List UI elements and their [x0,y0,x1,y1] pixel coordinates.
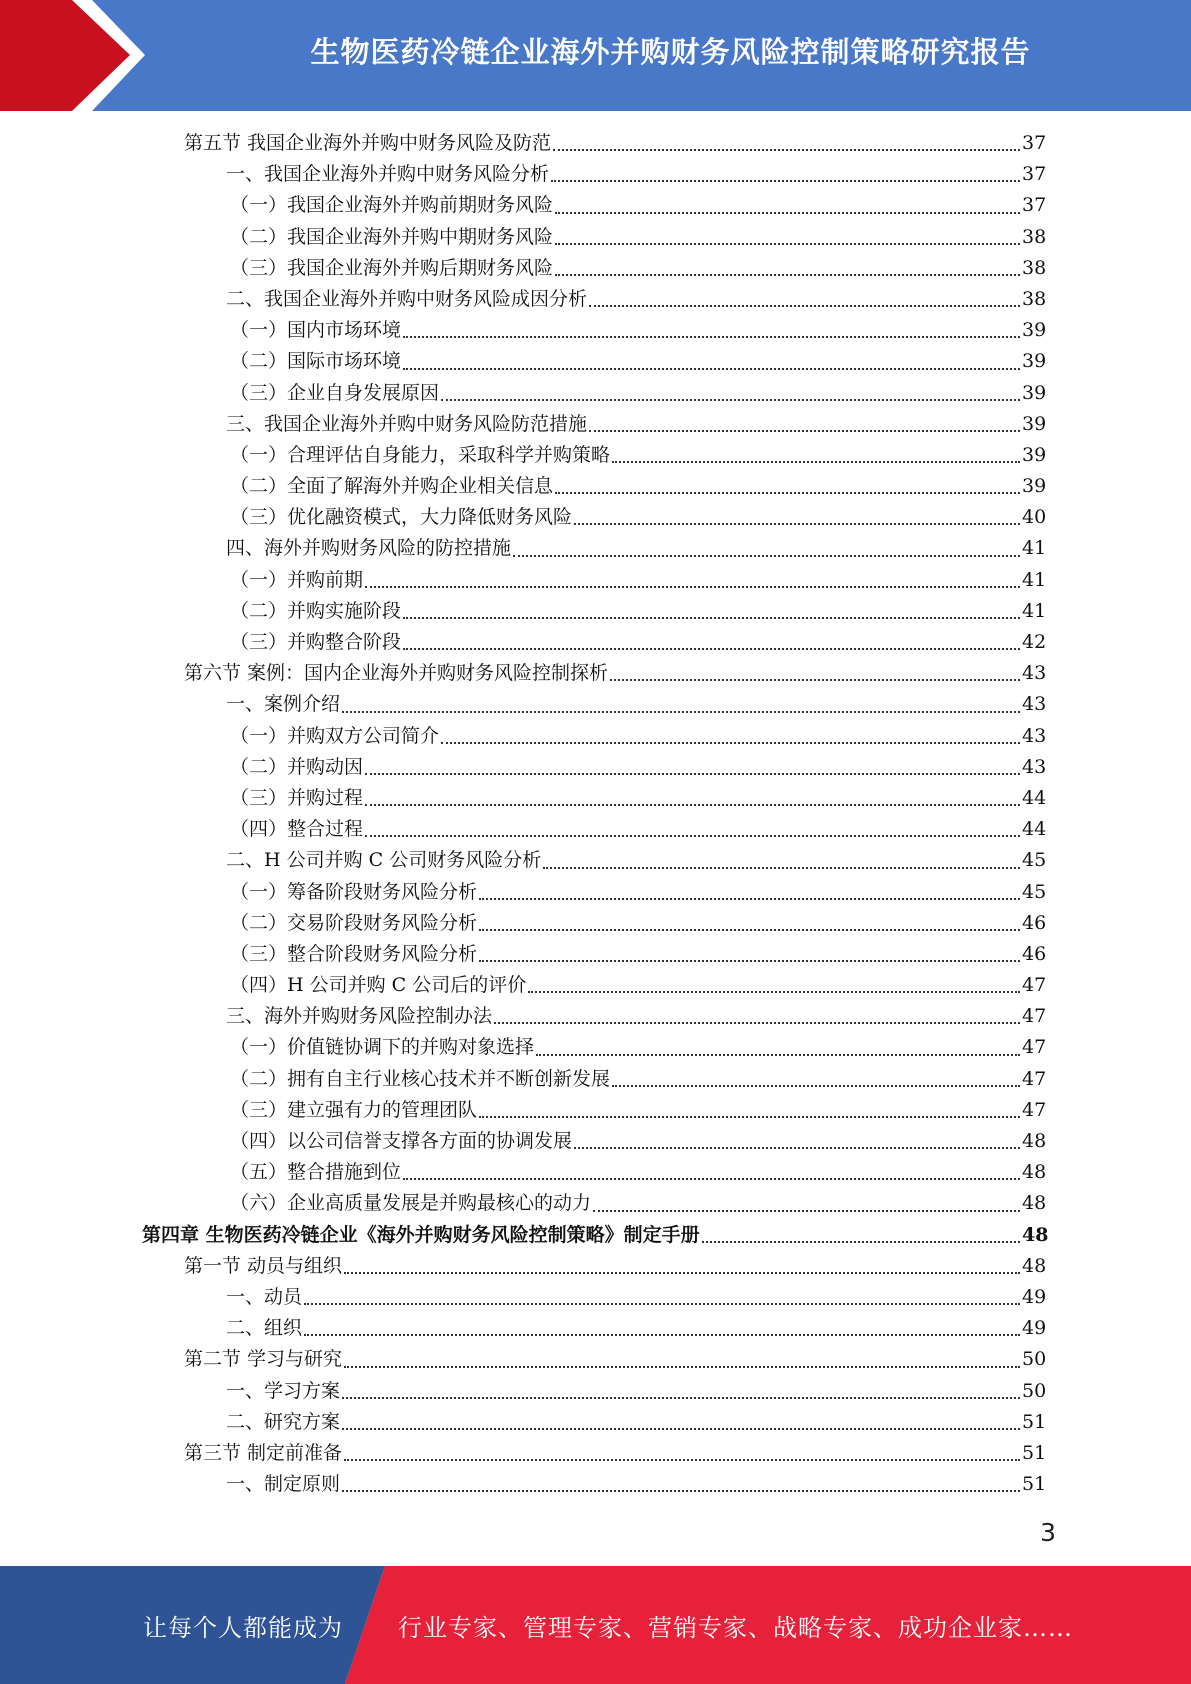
toc-entry-title: （二）全面了解海外并购企业相关信息 [230,475,554,498]
toc-entry[interactable] [0,1032,1191,1063]
dot-leader [555,190,1020,221]
toc-entry[interactable] [0,1282,1191,1313]
toc-entry[interactable] [0,533,1191,564]
toc-entry[interactable] [0,1469,1191,1500]
dot-leader [555,222,1020,253]
toc-entry-title: （二）并购动因 [230,755,364,778]
dot-leader [479,939,1020,970]
toc-entry-page: 37 [1022,194,1047,217]
dot-leader [441,721,1020,752]
dot-leader [553,128,1020,159]
dot-leader [610,658,1020,689]
toc-entry[interactable] [0,877,1191,908]
dot-leader [479,1095,1020,1126]
toc-entry[interactable] [0,346,1191,377]
toc-entry[interactable] [0,1188,1191,1219]
toc-entry-page: 48 [1022,1161,1047,1184]
dot-leader [304,1313,1020,1344]
toc-entry-page: 40 [1022,506,1047,529]
toc-entry-page: 43 [1022,755,1047,778]
toc-entry-title: 第六节 案例：国内企业海外并购财务风险控制探析 [184,662,609,685]
toc-entry-title: 二、组织 [226,1317,303,1340]
toc-entry[interactable] [0,1407,1191,1438]
toc-entry[interactable] [0,1251,1191,1282]
dot-leader [589,409,1020,440]
table-of-contents [0,128,1191,1500]
dot-leader [513,533,1020,564]
toc-entry[interactable] [0,378,1191,409]
toc-entry-page: 46 [1022,942,1047,965]
toc-entry[interactable] [0,1157,1191,1188]
toc-entry-page: 47 [1022,1036,1047,1059]
dot-leader [403,627,1020,658]
toc-entry-title: （二）我国企业海外并购中期财务风险 [230,225,554,248]
toc-entry[interactable] [0,284,1191,315]
toc-entry[interactable] [0,409,1191,440]
toc-entry-title: （一）合理评估自身能力，采取科学并购策略 [230,443,611,466]
toc-entry-title: 二、研究方案 [226,1410,341,1433]
toc-entry-title: （三）建立强有力的管理团队 [230,1098,478,1121]
dot-leader [441,378,1020,409]
dot-leader [479,877,1020,908]
toc-entry-page: 41 [1022,599,1047,622]
dot-leader [304,1282,1020,1313]
toc-entry-title: （三）并购过程 [230,786,364,809]
toc-entry-title: （一）国内市场环境 [230,319,402,342]
toc-entry-title: 一、我国企业海外并购中财务风险分析 [226,163,550,186]
toc-entry-page: 47 [1022,974,1047,997]
toc-entry[interactable] [0,627,1191,658]
dot-leader [342,689,1020,720]
dot-leader [344,1438,1020,1469]
toc-entry-title: （一）并购前期 [230,568,364,591]
toc-entry-page: 47 [1022,1098,1047,1121]
toc-entry-page: 43 [1022,662,1047,685]
dot-leader [543,845,1020,876]
toc-entry[interactable] [0,1438,1191,1469]
toc-entry-title: 三、海外并购财务风险控制办法 [226,1005,493,1028]
toc-entry[interactable] [0,970,1191,1001]
toc-entry-page: 46 [1022,911,1047,934]
toc-entry-page: 48 [1022,1130,1047,1152]
page-number: 3 [1040,1518,1056,1547]
toc-entry-title: 第一节 动员与组织 [184,1254,343,1277]
toc-entry-page: 47 [1022,1067,1047,1090]
toc-entry-title: （四）以公司信誉支撑各方面的协调发展 [230,1130,573,1152]
toc-entry-title: 第四章 生物医药冷链企业《海外并购财务风险控制策略》制定手册 [142,1223,700,1246]
dot-leader [342,1469,1020,1500]
toc-entry-page: 37 [1022,163,1047,186]
toc-entry[interactable] [0,721,1191,752]
page-header [0,0,1191,111]
dot-leader [365,783,1020,814]
dot-leader [555,253,1020,284]
toc-entry-page: 43 [1022,724,1047,747]
toc-entry-page: 38 [1022,225,1047,248]
dot-leader [479,908,1020,939]
dot-leader [555,471,1020,502]
dot-leader [702,1220,1020,1251]
footer-slogan-left: 让每个人都能成为 [143,1613,343,1642]
toc-entry[interactable] [0,440,1191,471]
toc-entry-title: 二、我国企业海外并购中财务风险成因分析 [226,287,588,310]
dot-leader [494,1001,1020,1032]
toc-entry-page: 51 [1022,1410,1047,1433]
toc-entry-title: 第五节 我国企业海外并购中财务风险及防范 [184,132,552,154]
toc-entry-page: 42 [1022,631,1047,653]
toc-entry-title: （一）我国企业海外并购前期财务风险 [230,194,554,217]
toc-entry-page: 48 [1022,1192,1047,1215]
dot-leader [612,440,1020,471]
toc-entry[interactable] [0,783,1191,814]
toc-entry-title: （三）并购整合阶段 [230,631,402,653]
dot-leader [528,970,1020,1001]
toc-entry-page: 47 [1022,1005,1047,1028]
toc-entry-page: 51 [1022,1473,1047,1496]
dot-leader [365,814,1020,845]
toc-entry[interactable] [0,253,1191,284]
toc-entry-title: 一、制定原则 [226,1473,341,1496]
toc-entry[interactable] [0,1095,1191,1126]
toc-entry-title: （五）整合措施到位 [230,1161,402,1184]
toc-entry[interactable] [0,814,1191,845]
dot-leader [612,1064,1020,1095]
toc-entry-title: （一）并购双方公司简介 [230,724,440,747]
dot-leader [342,1407,1020,1438]
toc-entry[interactable] [0,159,1191,190]
toc-entry-title: 三、我国企业海外并购中财务风险防范措施 [226,412,588,435]
toc-entry-page: 50 [1022,1348,1047,1371]
toc-entry-page: 43 [1022,693,1047,716]
footer-slogan-right: 行业专家、管理专家、营销专家、战略专家、成功企业家…… [398,1613,1073,1642]
toc-entry-title: 一、案例介绍 [226,693,341,716]
toc-entry-title: 一、学习方案 [226,1379,341,1402]
toc-entry-page: 44 [1022,786,1047,809]
dot-leader [365,752,1020,783]
toc-entry-page: 39 [1022,475,1047,498]
toc-entry-page: 41 [1022,568,1047,591]
toc-entry-page: 39 [1022,443,1047,466]
dot-leader [574,1126,1020,1157]
page-footer [0,1566,1191,1684]
dot-leader [403,1157,1020,1188]
report-title: 生物医药冷链企业海外并购财务风险控制策略研究报告 [310,34,1031,69]
toc-entry-title: （四）H 公司并购 C 公司后的评价 [230,974,527,997]
toc-entry-page: 41 [1022,537,1047,560]
toc-entry-page: 38 [1022,256,1047,279]
toc-entry-title: （二）拥有自主行业核心技术并不断创新发展 [230,1067,611,1090]
toc-entry[interactable] [0,1313,1191,1344]
toc-entry-title: 二、H 公司并购 C 公司财务风险分析 [226,849,542,872]
toc-entry[interactable] [0,471,1191,502]
toc-entry-title: 一、动员 [226,1285,303,1308]
toc-entry-page: 39 [1022,381,1047,404]
dot-leader [403,346,1020,377]
toc-entry-title: （六）企业高质量发展是并购最核心的动力 [230,1192,592,1215]
toc-entry-title: （二）交易阶段财务风险分析 [230,911,478,934]
toc-entry[interactable] [0,128,1191,159]
toc-entry-title: （一）价值链协调下的并购对象选择 [230,1036,535,1059]
toc-entry-title: （二）国际市场环境 [230,350,402,373]
toc-entry-title: （四）整合过程 [230,818,364,841]
toc-entry-page: 39 [1022,319,1047,342]
toc-entry-page: 50 [1022,1379,1047,1402]
toc-entry[interactable] [0,596,1191,627]
dot-leader [593,1188,1020,1219]
toc-entry[interactable] [0,1001,1191,1032]
toc-entry[interactable] [0,190,1191,221]
toc-entry[interactable] [0,752,1191,783]
toc-entry-page: 49 [1022,1317,1047,1340]
toc-entry-page: 39 [1022,350,1047,373]
toc-entry-page: 49 [1022,1285,1047,1308]
toc-entry[interactable] [0,845,1191,876]
toc-entry-page: 44 [1022,818,1047,841]
toc-entry[interactable] [0,658,1191,689]
dot-leader [536,1032,1020,1063]
dot-leader [365,565,1020,596]
dot-leader [574,502,1020,533]
dot-leader [403,315,1020,346]
toc-entry[interactable] [0,689,1191,720]
toc-entry-title: （三）我国企业海外并购后期财务风险 [230,256,554,279]
toc-entry[interactable] [0,939,1191,970]
toc-entry-page: 45 [1022,849,1047,872]
toc-entry[interactable] [0,1376,1191,1407]
toc-entry-title: （三）优化融资模式，大力降低财务风险 [230,506,573,529]
dot-leader [344,1344,1020,1375]
dot-leader [551,159,1020,190]
dot-leader [342,1376,1020,1407]
toc-entry[interactable] [0,1220,1191,1251]
toc-entry-page: 48 [1022,1254,1047,1277]
toc-entry[interactable] [0,908,1191,939]
toc-entry-title: （一）筹备阶段财务风险分析 [230,880,478,903]
toc-entry-title: 第三节 制定前准备 [184,1441,343,1464]
toc-entry-title: 四、海外并购财务风险的防控措施 [226,537,512,560]
toc-entry-title: （三）整合阶段财务风险分析 [230,942,478,965]
toc-entry[interactable] [0,1064,1191,1095]
toc-entry-page: 37 [1022,132,1047,154]
header-flag-graphic [0,0,160,111]
toc-entry-page: 38 [1022,287,1047,310]
dot-leader [403,596,1020,627]
dot-leader [344,1251,1020,1282]
toc-entry[interactable] [0,315,1191,346]
toc-entry[interactable] [0,222,1191,253]
toc-entry-title: （三）企业自身发展原因 [230,381,440,404]
toc-entry[interactable] [0,502,1191,533]
toc-entry-page: 48 [1022,1223,1049,1246]
dot-leader [589,284,1020,315]
toc-entry-page: 51 [1022,1441,1047,1464]
toc-entry[interactable] [0,1126,1191,1157]
toc-entry-title: （二）并购实施阶段 [230,599,402,622]
toc-entry[interactable] [0,1344,1191,1375]
toc-entry-title: 第二节 学习与研究 [184,1348,343,1371]
toc-entry[interactable] [0,565,1191,596]
toc-entry-page: 39 [1022,412,1047,435]
toc-entry-page: 45 [1022,880,1047,903]
